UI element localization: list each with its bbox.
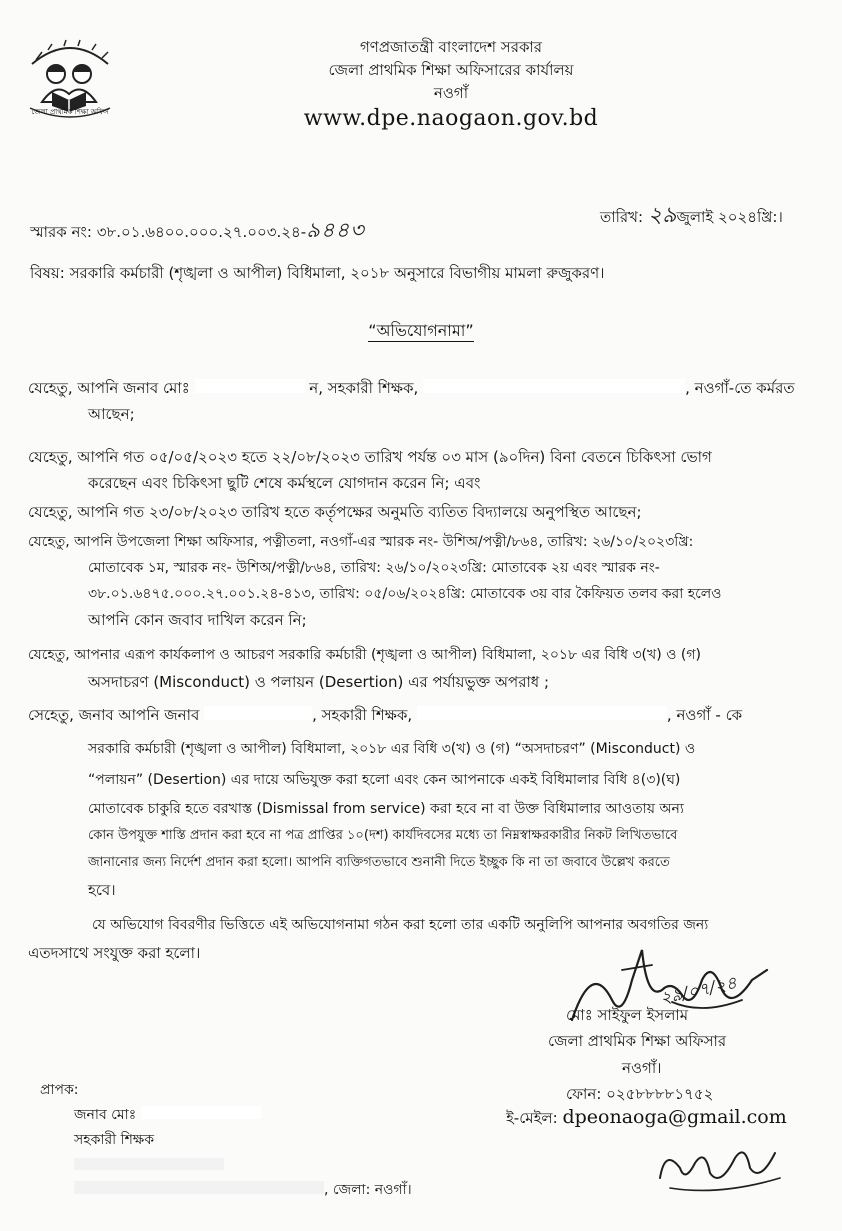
- logo-caption: জেলা প্রাথমিক শিক্ষা অফিস: [31, 108, 109, 116]
- clause-5-line2: অসদাচরণ (Misconduct) ও পলায়ন (Desertion) এর পর্যায়ভুক্ত অপরাধ ;: [88, 673, 550, 691]
- clause-5-line1: যেহেতু, আপনার এরূপ কার্যকলাপ ও আচরণ সরকারি কর্মচারী (শৃঙ্খলা ও আপীল) বিধিমালা, ২০১৮ এর বিধি ৩(খ) ও (গ): [28, 647, 701, 663]
- clause-6-line5: কোন উপযুক্ত শাস্তি প্রদান করা হবে না পত্র প্রাপ্তির ১০(দশ) কার্যদিবসের মধ্যে তা নিম্নস্বাক্ষরকারীর নিকট লিখিতভাবে: [88, 828, 678, 843]
- clause-1-mid: ন, সহকারী শিক্ষক,: [309, 379, 419, 397]
- clause-2-line2: করেছেন এবং চিকিৎসা ছুটি শেষে কর্মস্থলে যোগদান করেন নি; এবং: [88, 474, 481, 492]
- clause-6-line2: সরকারি কর্মচারী (শৃঙ্খলা ও আপীল) বিধিমালা, ২০১৮ এর বিধি ৩(খ) ও (গ) “অসদাচরণ” (Misconduct) ও: [88, 741, 696, 757]
- recipient-district: , জেলা: নওগাঁ।: [324, 1182, 412, 1198]
- clause-6-line4: মোতাবেক চাকুরি হতে বরখাস্ত (Dismissal from service) করা হবে না বা উক্ত বিধিমালার আওতায় অন্য: [88, 801, 684, 817]
- redacted-school-line: [74, 1158, 224, 1170]
- clause-6-line7: হবে।: [88, 881, 116, 899]
- clause-6-line1: [28, 705, 742, 725]
- clause-4-line3: ৩৮.০১.৬৪৭৫.০০০.২৭.০০১.২৪-৪১৩, তারিখ: ০৫/০৬/২০২৪খ্রি: মোতাবেক ৩য় বার কৈফিয়ত তলব করা হলেও: [88, 586, 722, 602]
- email-label: ই-মেইল:: [506, 1109, 558, 1127]
- office-email[interactable]: dpeonaoga@gmail.com: [562, 1106, 787, 1128]
- recipient-line4: [74, 1180, 412, 1200]
- clause-1-end: , নওগাঁ-তে কর্মরত: [685, 379, 795, 397]
- clause-1-line1: [28, 378, 795, 398]
- handwritten-memo-serial: ৯৪৪৩: [306, 218, 365, 242]
- clause-6-line6: জানানোর জন্য নির্দেশ প্রদান করা হলো। আপনি ব্যক্তিগতভাবে শুনানী দিতে ইচ্ছুক কি না তা জবাবে উল্লেখ করতে: [88, 855, 670, 870]
- website-link[interactable]: www.dpe.naogaon.gov.bd: [303, 106, 599, 131]
- closing-line2: এতদসাথে সংযুক্ত করা হলো।: [28, 944, 201, 962]
- title-text: “অভিযোগনামা”: [368, 321, 474, 340]
- officer-location: নওগাঁ।: [622, 1059, 662, 1077]
- redacted-name: [204, 706, 312, 720]
- clause-2-line1: যেহেতু, আপনি গত ০৫/০৫/২০২৩ হতে ২২/০৮/২০২৩ তারিখ পর্যন্ত ০৩ মাস (৯০দিন) বিনা বেতনে চিকিৎসা ভোগ: [28, 448, 712, 466]
- clause-6-end: , নওগাঁ - কে: [666, 706, 743, 724]
- clause-4-line4: আপনি কোন জবাব দাখিল করেন নি;: [88, 611, 307, 629]
- date-label: তারিখ:: [600, 208, 644, 226]
- clause-4-line1: যেহেতু, আপনি উপজেলা শিক্ষা অফিসার, পত্নীতলা, নওগাঁ-এর স্মারক নং- উশিঅ/পত্নী/৮৬৪, তারিখ: ২৬/১০/২০২৩খ্রি:: [28, 534, 694, 550]
- handwritten-date-day: ২৯: [647, 203, 677, 228]
- office-email-line: [506, 1106, 787, 1132]
- clause-1-lead: যেহেতু, আপনি জনাব মোঃ: [28, 379, 190, 397]
- officer-designation: জেলা প্রাথমিক শিক্ষা অফিসার: [548, 1032, 727, 1050]
- officer-name: মোঃ সাইফুল ইসলাম: [566, 1006, 689, 1024]
- signature-date: ২৯/০৭/২৪: [658, 973, 739, 1009]
- recipient-line2: সহকারী শিক্ষক: [74, 1132, 155, 1148]
- redacted-school: [417, 706, 667, 720]
- clause-4-line2: মোতাবেক ১ম, স্মারক নং- উশিঅ/পত্নী/৮৬৪, তারিখ: ২৬/১০/২০২৩খ্রি: মোতাবেক ২য় এবং স্মারক নং-: [88, 560, 660, 576]
- district-title: নওগাঁ: [433, 84, 469, 102]
- date-month-year: জুলাই ২০২৪খ্রি:।: [676, 208, 783, 226]
- clause-6-line3: “পলায়ন” (Desertion) এর দায়ে অভিযুক্ত করা হলো এবং কেন আপনাকে একই বিধিমালার বিধি ৪(৩)(ঘ): [88, 772, 681, 788]
- memo-number: ৩৮.০১.৬৪০০.০০০.২৭.০০৩.২৪-: [96, 223, 307, 241]
- memo-date-line: [600, 203, 783, 228]
- office-phone: ফোন: ০২৫৮৮৮৮১৭৫২: [566, 1085, 714, 1103]
- recipient-label: প্রাপক:: [40, 1082, 79, 1098]
- redacted-name: [141, 1106, 261, 1119]
- clause-6-mid: , সহকারী শিক্ষক,: [312, 706, 413, 724]
- initials-signature: [650, 1138, 800, 1198]
- govt-title: গণপ্রজাতন্ত্রী বাংলাদেশ সরকার: [359, 38, 543, 56]
- document-title: [0, 318, 842, 345]
- redacted-name: [195, 379, 305, 393]
- clause-1-line2: আছেন;: [88, 405, 135, 423]
- redacted-school: [423, 379, 685, 393]
- subject-line: বিষয়: সরকারি কর্মচারী (শৃঙ্খলা ও আপীল) বিধিমালা, ২০১৮ অনুসারে বিভাগীয় মামলা রুজুকরণ।: [30, 264, 605, 282]
- closing-line1: যে অভিযোগ বিবরণীর ভিত্তিতে এই অভিযোগনামা গঠন করা হলো তার একটি অনুলিপি আপনার অবগতির জন্য: [92, 917, 709, 933]
- clause-6-lead: সেহেতু, জনাব আপনি জনাব: [28, 706, 200, 724]
- recipient-line1: [74, 1105, 261, 1125]
- office-title: জেলা প্রাথমিক শিক্ষা অফিসারের কার্যালয়: [328, 61, 574, 79]
- redacted-address: [74, 1181, 324, 1194]
- recipient-salutation: জনাব মোঃ: [74, 1107, 137, 1123]
- memo-number-line: [30, 220, 365, 242]
- memo-label: স্মারক নং:: [30, 223, 92, 241]
- clause-3: যেহেতু, আপনি গত ২৩/০৮/২০২৩ তারিখ হতে কর্তৃপক্ষের অনুমতি ব্যতিত বিদ্যালয়ে অনুপস্থিত আছেন;: [28, 503, 642, 521]
